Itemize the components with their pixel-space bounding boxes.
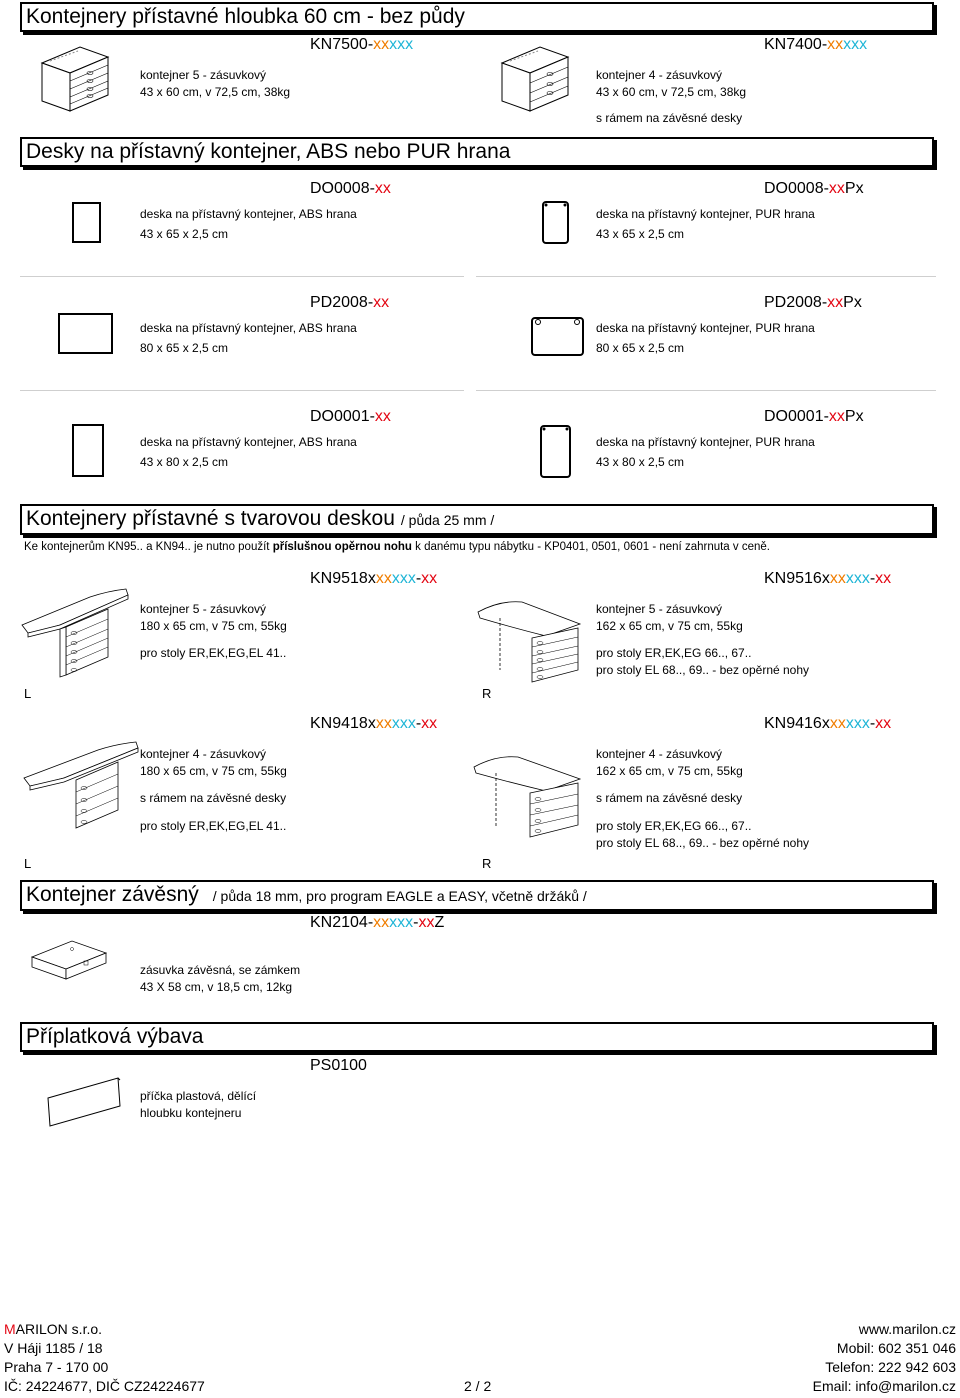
kn9418-description-frame: s rámem na závěsné desky: [140, 791, 287, 805]
product-code-kn9516: KN9516xxxxxx-xx: [764, 570, 892, 587]
right-variant-label: R: [482, 686, 492, 701]
desk-80x65-abs-image: [58, 313, 114, 355]
desk-43x65-abs-image: [72, 202, 102, 244]
website-link[interactable]: www.marilon.cz: [858, 1321, 956, 1337]
divider: [476, 390, 936, 391]
section-header-shaped-desk: Kontejnery přístavné s tvarovou deskou / půda 25 mm /: [20, 504, 934, 535]
product-code-kn9518: KN9518xxxxxx-xx: [310, 570, 438, 587]
kn9516-description-tables: pro stoly ER,EK,EG 66.., 67.. pro stoly EL 68.., 69.. - bez opěrné nohy: [596, 646, 810, 677]
shaped-desk-pedestal-kn9418-image: [20, 738, 140, 838]
pedestal-4-drawer-image: [500, 45, 570, 115]
desk-80x65-pur-image: [530, 314, 586, 358]
product-code-kn9416: KN9416xxxxxx-xx: [764, 715, 892, 732]
left-variant-label: L: [24, 686, 32, 701]
product-code-pd2008p: PD2008-xxPx: [764, 294, 862, 311]
plastic-divider-image: [44, 1076, 124, 1128]
product-code-ps0100: PS0100: [310, 1057, 367, 1074]
pd2008p-description: deska na přístavný kontejner, PUR hrana 80 x 65 x 2,5 cm: [596, 321, 815, 355]
product-code-kn7500: KN7500-xxxxx: [310, 36, 414, 53]
kn9416-description-tables: pro stoly ER,EK,EG 66.., 67.. pro stoly EL 68.., 69.. - bez opěrné nohy: [596, 819, 810, 850]
do0001-description: deska na přístavný kontejner, ABS hrana 43 x 80 x 2,5 cm: [140, 435, 357, 469]
footer-company: MARILON s.r.o. V Háji 1185 / 18 Praha 7 - 170 00 IČ: 24224677, DIČ CZ24224677: [4, 1321, 205, 1394]
section-header-desks: Desky na přístavný kontejner, ABS nebo PUR hrana: [20, 137, 934, 167]
kn9418-description: kontejner 4 - zásuvkový 180 x 65 cm, v 75 cm, 55kg: [140, 747, 287, 778]
pd2008-description: deska na přístavný kontejner, ABS hrana 80 x 65 x 2,5 cm: [140, 321, 357, 355]
kn2104-description: zásuvka závěsná, se zámkem 43 X 58 cm, v 18,5 cm, 12kg: [140, 963, 301, 994]
shaped-desk-pedestal-kn9516-image: [474, 590, 584, 690]
right-variant-label: R: [482, 856, 492, 871]
section-header-hanging-container: Kontejner závěsný / půda 18 mm, pro program EAGLE a EASY, včetně držáků /: [20, 880, 934, 911]
kn7500-description: kontejner 5 - zásuvkový 43 x 60 cm, v 72,5 cm, 38kg: [140, 68, 291, 99]
page-number: 2 / 2: [464, 1378, 492, 1394]
kn9416-description-frame: s rámem na závěsné desky: [596, 791, 743, 805]
product-code-kn9418: KN9418xxxxxx-xx: [310, 715, 438, 732]
product-code-do0001p: DO0001-xxPx: [764, 408, 864, 425]
desk-43x80-pur-image: [539, 424, 573, 480]
desk-43x80-abs-image: [72, 424, 106, 478]
kn7400-description-frame: s rámem na závěsné desky: [596, 111, 743, 125]
kn9518-description: kontejner 5 - zásuvkový 180 x 65 cm, v 75 cm, 55kg: [140, 602, 287, 633]
product-code-do0008: DO0008-xx: [310, 180, 391, 197]
pedestal-5-drawer-image: [40, 45, 110, 113]
shaped-desk-pedestal-kn9518-image: [20, 585, 130, 685]
divider: [20, 276, 464, 277]
do0001p-description: deska na přístavný kontejner, PUR hrana 43 x 80 x 2,5 cm: [596, 435, 815, 469]
do0008p-description: deska na přístavný kontejner, PUR hrana 43 x 65 x 2,5 cm: [596, 207, 815, 241]
product-code-pd2008: PD2008-xx: [310, 294, 390, 311]
product-code-kn7400: KN7400-xxxxx: [764, 36, 868, 53]
divider: [20, 390, 464, 391]
email-link[interactable]: Email: info@marilon.cz: [812, 1378, 956, 1394]
product-code-do0008p: DO0008-xxPx: [764, 180, 864, 197]
support-leg-note: Ke kontejnerům KN95.. a KN94.. je nutno použít příslušnou opěrnou nohu k danému typu nábytku - KP0401, 0501, 0601 - není zahrnuta v ceně.: [24, 541, 770, 553]
hanging-drawer-image: [30, 937, 110, 985]
left-variant-label: L: [24, 856, 32, 871]
section-header-containers-60: Kontejnery přístavné hloubka 60 cm - bez půdy: [20, 2, 934, 32]
kn9418-description-tables: pro stoly ER,EK,EG,EL 41..: [140, 819, 287, 833]
product-code-do0001: DO0001-xx: [310, 408, 391, 425]
desk-43x65-pur-image: [541, 200, 571, 246]
product-code-kn2104: KN2104-xxxxx-xxZ: [310, 914, 445, 931]
ps0100-description: příčka plastová, dělící hloubku kontejneru: [140, 1089, 257, 1120]
do0008-description: deska na přístavný kontejner, ABS hrana 43 x 65 x 2,5 cm: [140, 207, 357, 241]
kn7400-description: kontejner 4 - zásuvkový 43 x 60 cm, v 72,5 cm, 38kg: [596, 68, 747, 99]
section-header-extra-equipment: Příplatková výbava: [20, 1022, 934, 1052]
kn9416-description: kontejner 4 - zásuvkový 162 x 65 cm, v 75 cm, 55kg: [596, 747, 743, 778]
kn9516-description: kontejner 5 - zásuvkový 162 x 65 cm, v 75 cm, 55kg: [596, 602, 743, 633]
divider: [476, 276, 936, 277]
footer-contacts: www.marilon.cz Mobil: 602 351 046 Telefon: 222 942 603 Email: info@marilon.cz: [812, 1321, 956, 1394]
shaped-desk-pedestal-kn9416-image: [470, 745, 585, 845]
kn9518-description-tables: pro stoly ER,EK,EG,EL 41..: [140, 646, 287, 660]
